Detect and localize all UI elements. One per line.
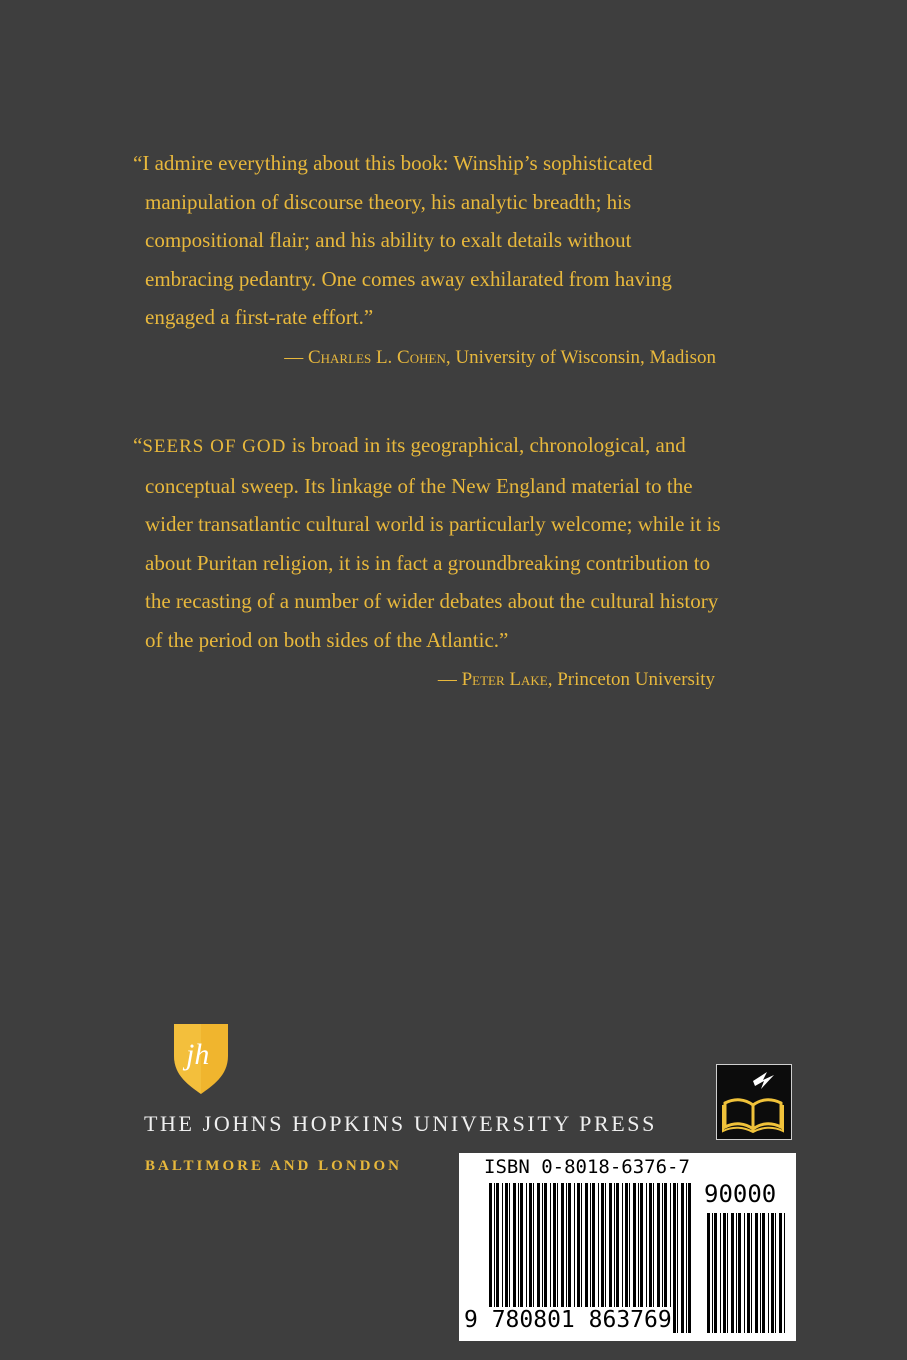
barcode-bar	[736, 1213, 737, 1333]
review-quote-1	[133, 144, 672, 337]
quote-line-first	[133, 426, 721, 467]
barcode-bar	[681, 1183, 684, 1333]
barcode-bar	[686, 1183, 687, 1333]
quote-line: of the period on both sides of the Atlantic.”	[145, 627, 509, 652]
barcode-bar	[714, 1213, 717, 1333]
open-quote-mark: “	[133, 433, 143, 457]
ean-digits: 9 780801 863769	[464, 1307, 672, 1333]
isbn-number: ISBN 0-8018-6376-7	[484, 1156, 690, 1178]
logo-letters: jh	[186, 1038, 210, 1071]
isbn-barcode	[459, 1153, 796, 1341]
attribution-author: Peter Lake	[461, 669, 548, 690]
quote-line: conceptual sweep. Its linkage of the New England material to the	[145, 473, 693, 498]
barcode-bar	[707, 1213, 710, 1333]
barcode-bar	[755, 1213, 758, 1333]
quote-line: “I admire everything about this book: Winship’s sophisticated	[133, 151, 653, 175]
barcode-bar	[723, 1213, 726, 1333]
quote-1-attribution	[284, 347, 716, 369]
barcode-bar	[731, 1213, 734, 1333]
publisher-name: THE JOHNS HOPKINS UNIVERSITY PRESS	[144, 1111, 657, 1136]
shield-logo-icon	[172, 1022, 230, 1101]
barcode-bar	[712, 1213, 713, 1333]
open-book-lightning-icon	[716, 1064, 792, 1140]
barcode-bar	[738, 1213, 741, 1333]
barcode-bar	[673, 1183, 676, 1333]
quote-line: compositional flair; and his ability to exalt details without	[145, 228, 632, 252]
barcode-bar	[775, 1213, 776, 1333]
barcode-bar	[720, 1213, 721, 1333]
attribution-affiliation: , Princeton University	[547, 669, 715, 690]
attribution-author: Charles L. Cohen	[307, 347, 446, 368]
quote-line: about Puritan religion, it is in fact a groundbreaking contribution to	[145, 550, 711, 575]
barcode-bar	[744, 1213, 745, 1333]
quote-line: embracing pedantry. One comes away exhilarated from having	[145, 266, 672, 291]
barcode-bar	[771, 1213, 774, 1333]
attribution-dash: —	[284, 347, 304, 368]
quote-line-rest: is broad in its geographical, chronological, and	[286, 433, 686, 457]
barcode-bar	[747, 1213, 750, 1333]
attribution-dash: —	[437, 669, 457, 690]
quote-line: wider transatlantic cultural world is particularly welcome; while it is	[145, 512, 721, 536]
barcode-bar	[784, 1213, 785, 1333]
quote-line: manipulation of discourse theory, his analytic breadth; his	[145, 189, 632, 214]
barcode-bar	[762, 1213, 765, 1333]
barcode-bar	[779, 1213, 782, 1333]
price-code: 90000	[704, 1180, 777, 1208]
barcode-bar	[727, 1213, 728, 1333]
barcode-bar	[751, 1213, 752, 1333]
quote-2-attribution	[438, 669, 715, 691]
attribution-affiliation: , University of Wisconsin, Madison	[445, 347, 716, 368]
publisher-city: BALTIMORE AND LONDON	[145, 1158, 402, 1174]
barcode-bar	[677, 1183, 678, 1333]
quote-line: the recasting of a number of wider debates about the cultural history	[145, 589, 719, 613]
barcode-bar	[768, 1213, 769, 1333]
review-quote-2	[133, 426, 721, 659]
barcode-bar	[760, 1213, 761, 1333]
book-title: SEERS OF GOD	[142, 436, 287, 457]
quote-line: engaged a first-rate effort.”	[145, 305, 374, 329]
barcode-bar	[688, 1183, 691, 1333]
